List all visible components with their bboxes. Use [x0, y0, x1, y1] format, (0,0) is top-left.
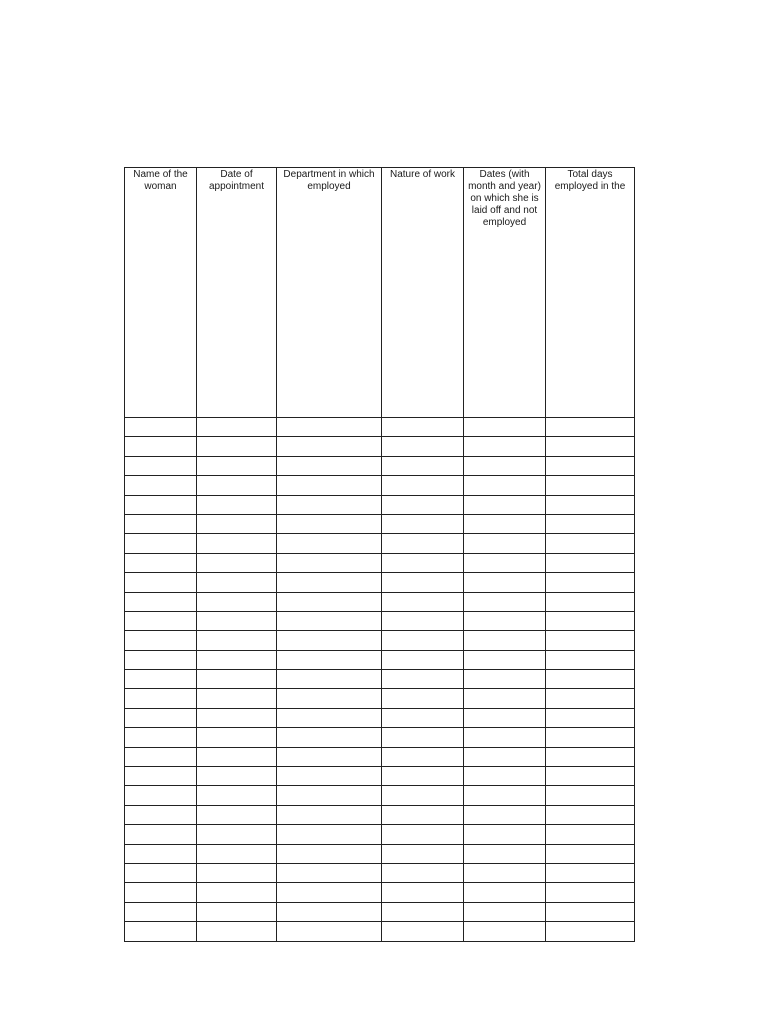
table-cell[interactable]	[125, 883, 197, 902]
table-cell[interactable]	[382, 922, 464, 941]
table-row	[125, 573, 635, 592]
table-cell[interactable]	[464, 650, 546, 669]
table-cell[interactable]	[277, 922, 382, 941]
table-row	[125, 786, 635, 805]
table-cell[interactable]	[277, 728, 382, 747]
table-cell[interactable]	[546, 437, 635, 456]
table-row	[125, 418, 635, 437]
table-row	[125, 747, 635, 766]
table-cell[interactable]	[464, 534, 546, 553]
header-row	[125, 168, 635, 418]
table-row	[125, 553, 635, 572]
table-cell[interactable]	[546, 495, 635, 514]
table-row	[125, 592, 635, 611]
table-cell[interactable]	[125, 863, 197, 882]
table-cell[interactable]	[197, 805, 277, 824]
table-cell[interactable]	[546, 476, 635, 495]
table-cell[interactable]	[546, 922, 635, 941]
table-row	[125, 844, 635, 863]
table-cell[interactable]	[197, 902, 277, 921]
table-cell[interactable]	[546, 534, 635, 553]
table-row	[125, 902, 635, 921]
table-cell[interactable]	[197, 611, 277, 630]
table-cell[interactable]	[125, 767, 197, 786]
table-cell[interactable]	[464, 514, 546, 533]
table-cell[interactable]	[382, 902, 464, 921]
header-nature-of-work: Nature of work	[382, 168, 464, 418]
table-cell[interactable]	[464, 883, 546, 902]
table-cell[interactable]	[197, 495, 277, 514]
table-cell[interactable]	[546, 514, 635, 533]
table-cell[interactable]	[277, 708, 382, 727]
table-cell[interactable]	[382, 553, 464, 572]
table-cell[interactable]	[277, 863, 382, 882]
table-cell[interactable]	[197, 456, 277, 475]
table-cell[interactable]	[464, 747, 546, 766]
table-row	[125, 650, 635, 669]
table-cell[interactable]	[382, 476, 464, 495]
table-cell[interactable]	[277, 553, 382, 572]
table-cell[interactable]	[125, 476, 197, 495]
table-cell[interactable]	[197, 689, 277, 708]
table-cell[interactable]	[546, 456, 635, 475]
table-cell[interactable]	[197, 670, 277, 689]
table-cell[interactable]	[197, 844, 277, 863]
table-cell[interactable]	[125, 534, 197, 553]
table-cell[interactable]	[277, 650, 382, 669]
header-name-of-woman: Name of the woman	[125, 168, 197, 418]
table-cell[interactable]	[125, 844, 197, 863]
table-cell[interactable]	[546, 592, 635, 611]
table-cell[interactable]	[464, 922, 546, 941]
table-cell[interactable]	[546, 844, 635, 863]
table-cell[interactable]	[382, 437, 464, 456]
table-cell[interactable]	[382, 573, 464, 592]
table-cell[interactable]	[125, 573, 197, 592]
table-row	[125, 437, 635, 456]
table-cell[interactable]	[382, 670, 464, 689]
table-cell[interactable]	[382, 863, 464, 882]
table-cell[interactable]	[464, 902, 546, 921]
table-row	[125, 495, 635, 514]
table-cell[interactable]	[125, 786, 197, 805]
table-cell[interactable]	[277, 573, 382, 592]
table-cell[interactable]	[546, 805, 635, 824]
table-cell[interactable]	[277, 631, 382, 650]
table-cell[interactable]	[277, 670, 382, 689]
table-cell[interactable]	[382, 825, 464, 844]
table-cell[interactable]	[277, 747, 382, 766]
table-cell[interactable]	[382, 534, 464, 553]
table-cell[interactable]	[277, 476, 382, 495]
table-cell[interactable]	[464, 786, 546, 805]
table-cell[interactable]	[197, 650, 277, 669]
table-cell[interactable]	[546, 573, 635, 592]
table-cell[interactable]	[277, 786, 382, 805]
table-cell[interactable]	[125, 437, 197, 456]
table-cell[interactable]	[464, 456, 546, 475]
table-cell[interactable]	[197, 863, 277, 882]
table-cell[interactable]	[197, 592, 277, 611]
table-cell[interactable]	[277, 825, 382, 844]
table-row	[125, 476, 635, 495]
table-cell[interactable]	[382, 883, 464, 902]
table-cell[interactable]	[382, 767, 464, 786]
table-cell[interactable]	[546, 786, 635, 805]
table-cell[interactable]	[277, 767, 382, 786]
table-cell[interactable]	[197, 631, 277, 650]
table-cell[interactable]	[464, 728, 546, 747]
table-cell[interactable]	[382, 495, 464, 514]
table-cell[interactable]	[464, 592, 546, 611]
table-cell[interactable]	[546, 631, 635, 650]
table-cell[interactable]	[277, 844, 382, 863]
register-body	[125, 418, 635, 942]
table-cell[interactable]	[197, 437, 277, 456]
table-cell[interactable]	[197, 747, 277, 766]
table-cell[interactable]	[277, 514, 382, 533]
table-cell[interactable]	[382, 844, 464, 863]
table-row	[125, 708, 635, 727]
table-cell[interactable]	[277, 805, 382, 824]
table-cell[interactable]	[197, 883, 277, 902]
register-table	[124, 167, 635, 942]
table-cell[interactable]	[382, 708, 464, 727]
table-cell[interactable]	[546, 689, 635, 708]
table-cell[interactable]	[546, 863, 635, 882]
table-cell[interactable]	[382, 650, 464, 669]
table-row	[125, 670, 635, 689]
table-cell[interactable]	[277, 689, 382, 708]
table-cell[interactable]	[546, 418, 635, 437]
table-cell[interactable]	[382, 728, 464, 747]
table-row	[125, 805, 635, 824]
table-cell[interactable]	[546, 747, 635, 766]
table-cell[interactable]	[277, 495, 382, 514]
table-cell[interactable]	[382, 592, 464, 611]
table-cell[interactable]	[382, 611, 464, 630]
table-cell[interactable]	[277, 418, 382, 437]
table-cell[interactable]	[125, 495, 197, 514]
table-row	[125, 631, 635, 650]
table-cell[interactable]	[464, 418, 546, 437]
table-cell[interactable]	[125, 708, 197, 727]
header-department: Department in which employed	[277, 168, 382, 418]
table-cell[interactable]	[464, 805, 546, 824]
table-cell[interactable]	[125, 611, 197, 630]
table-cell[interactable]	[277, 902, 382, 921]
table-cell[interactable]	[546, 883, 635, 902]
table-cell[interactable]	[277, 592, 382, 611]
table-cell[interactable]	[464, 708, 546, 727]
table-cell[interactable]	[125, 650, 197, 669]
table-cell[interactable]	[277, 437, 382, 456]
table-row	[125, 611, 635, 630]
table-cell[interactable]	[464, 631, 546, 650]
table-cell[interactable]	[464, 495, 546, 514]
table-cell[interactable]	[125, 670, 197, 689]
table-cell[interactable]	[382, 418, 464, 437]
header-date-of-appointment: Date of appointment	[197, 168, 277, 418]
header-total-days-employed: Total days employed in the	[546, 168, 635, 418]
table-row	[125, 728, 635, 747]
table-cell[interactable]	[382, 514, 464, 533]
table-cell[interactable]	[546, 825, 635, 844]
table-cell[interactable]	[382, 786, 464, 805]
header-laid-off-dates: Dates (with month and year) on which she is laid off and not employed	[464, 168, 546, 418]
table-cell[interactable]	[546, 728, 635, 747]
table-cell[interactable]	[125, 902, 197, 921]
table-row	[125, 883, 635, 902]
table-cell[interactable]	[125, 805, 197, 824]
table-cell[interactable]	[382, 747, 464, 766]
table-cell[interactable]	[197, 553, 277, 572]
table-row	[125, 514, 635, 533]
table-cell[interactable]	[546, 611, 635, 630]
table-cell[interactable]	[197, 825, 277, 844]
table-row	[125, 922, 635, 941]
table-row	[125, 689, 635, 708]
table-cell[interactable]	[464, 611, 546, 630]
table-cell[interactable]	[464, 670, 546, 689]
table-cell[interactable]	[546, 553, 635, 572]
table-cell[interactable]	[125, 689, 197, 708]
table-cell[interactable]	[546, 902, 635, 921]
table-cell[interactable]	[382, 805, 464, 824]
table-cell[interactable]	[197, 514, 277, 533]
table-row	[125, 456, 635, 475]
table-cell[interactable]	[546, 670, 635, 689]
table-cell[interactable]	[546, 708, 635, 727]
table-cell[interactable]	[197, 708, 277, 727]
table-cell[interactable]	[382, 456, 464, 475]
table-cell[interactable]	[197, 534, 277, 553]
table-cell[interactable]	[125, 592, 197, 611]
table-cell[interactable]	[197, 728, 277, 747]
table-row	[125, 825, 635, 844]
table-cell[interactable]	[125, 747, 197, 766]
table-cell[interactable]	[197, 418, 277, 437]
table-cell[interactable]	[197, 922, 277, 941]
table-cell[interactable]	[277, 883, 382, 902]
table-cell[interactable]	[464, 767, 546, 786]
table-cell[interactable]	[277, 534, 382, 553]
table-cell[interactable]	[125, 631, 197, 650]
table-cell[interactable]	[464, 437, 546, 456]
table-cell[interactable]	[197, 767, 277, 786]
table-cell[interactable]	[546, 767, 635, 786]
table-cell[interactable]	[464, 573, 546, 592]
table-cell[interactable]	[125, 922, 197, 941]
table-cell[interactable]	[464, 844, 546, 863]
table-cell[interactable]	[125, 456, 197, 475]
table-cell[interactable]	[277, 611, 382, 630]
table-cell[interactable]	[382, 689, 464, 708]
table-cell[interactable]	[125, 514, 197, 533]
table-cell[interactable]	[546, 650, 635, 669]
table-cell[interactable]	[197, 573, 277, 592]
table-cell[interactable]	[197, 786, 277, 805]
table-cell[interactable]	[464, 689, 546, 708]
table-cell[interactable]	[277, 456, 382, 475]
table-cell[interactable]	[125, 553, 197, 572]
table-cell[interactable]	[125, 728, 197, 747]
table-row	[125, 534, 635, 553]
table-cell[interactable]	[464, 476, 546, 495]
table-row	[125, 767, 635, 786]
table-cell[interactable]	[382, 631, 464, 650]
table-cell[interactable]	[464, 825, 546, 844]
table-cell[interactable]	[464, 863, 546, 882]
table-cell[interactable]	[464, 553, 546, 572]
table-row	[125, 863, 635, 882]
table-cell[interactable]	[125, 418, 197, 437]
table-cell[interactable]	[125, 825, 197, 844]
table-cell[interactable]	[197, 476, 277, 495]
